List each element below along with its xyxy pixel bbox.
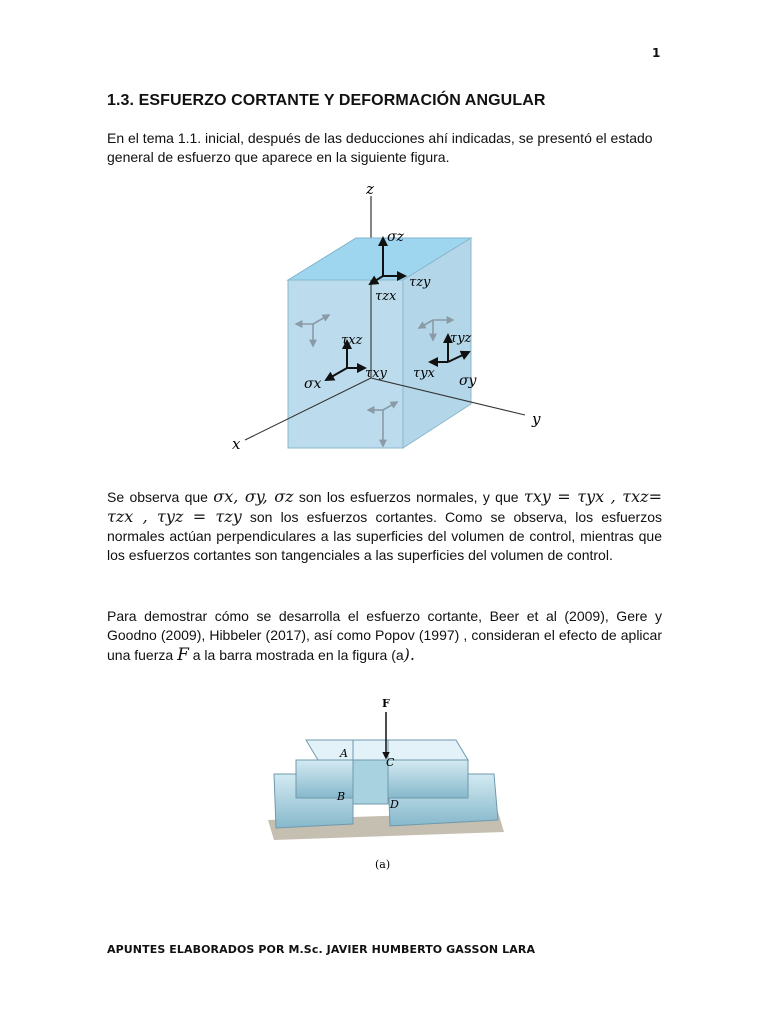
label-a: A bbox=[340, 747, 348, 760]
stress-cube-figure bbox=[225, 178, 555, 460]
sigma-x-label: σx bbox=[304, 376, 322, 392]
tau-zy-label: τzy bbox=[409, 275, 431, 290]
text-segment: Se observa que bbox=[107, 489, 214, 505]
tau-xz-label: τxz bbox=[341, 333, 363, 348]
force-symbol: F bbox=[177, 645, 189, 665]
footer-author: APUNTES ELABORADOS POR M.Sc. JAVIER HUMBERTO GASSON LARA bbox=[107, 943, 536, 956]
text-segment: a la barra mostrada en la figura (a bbox=[188, 647, 404, 663]
text-segment: son los esfuerzos cortantes. Como se observa, los esfuerzos normales actúan perpendiculares a las superficies del volumen de control, mientras que los esfuerzos cortantes son tangenciales a las superficies del volumen de control. bbox=[107, 509, 662, 563]
sigma-y-label: σy bbox=[459, 373, 477, 389]
text-segment: son los esfuerzos normales, y que bbox=[293, 489, 524, 505]
text-segment: Para demostrar cómo se desarrolla el esfuerzo cortante, Beer et al (2009), Gere y Goodno (2009), Hibbeler (2017), así como Popov (1997) , consideran el efecto de aplicar una fuerza bbox=[107, 608, 662, 663]
sigma-z-label: σz bbox=[387, 229, 404, 245]
force-label: F bbox=[382, 697, 390, 710]
intro-paragraph: En el tema 1.1. inicial, después de las deducciones ahí indicadas, se presentó el estado general de esfuerzo que aparece en la siguiente figura. bbox=[107, 130, 653, 165]
y-axis-label: y bbox=[532, 410, 541, 428]
figure-caption: (a) bbox=[375, 858, 391, 871]
tau-yx-label: τyx bbox=[413, 366, 435, 381]
page-number: 1 bbox=[652, 46, 661, 60]
text-segment: ). bbox=[403, 645, 415, 664]
tau-yz-label: τyz bbox=[450, 331, 472, 346]
shear-equality-2: τzx , τyz = τzy bbox=[107, 507, 242, 526]
z-axis-label: z bbox=[366, 180, 374, 198]
label-b: B bbox=[337, 790, 346, 803]
middle-block bbox=[353, 760, 388, 804]
cube-left-face bbox=[288, 280, 403, 448]
label-c: C bbox=[386, 756, 395, 769]
section-title: 1.3. ESFUERZO CORTANTE Y DEFORMACIÓN ANGULAR bbox=[107, 92, 546, 109]
x-axis-label: x bbox=[232, 435, 241, 453]
normal-stress-symbols: σx, σy, σz bbox=[213, 487, 294, 506]
stress-definition-paragraph bbox=[107, 487, 662, 565]
shear-equality-1: τxy = τyx , τxz= bbox=[523, 487, 662, 506]
tau-xy-label: τxy bbox=[365, 366, 387, 381]
shear-bar-figure bbox=[268, 692, 508, 877]
tau-zx-label: τzx bbox=[375, 289, 397, 304]
shear-demo-paragraph bbox=[107, 607, 662, 665]
label-d: D bbox=[390, 798, 399, 811]
